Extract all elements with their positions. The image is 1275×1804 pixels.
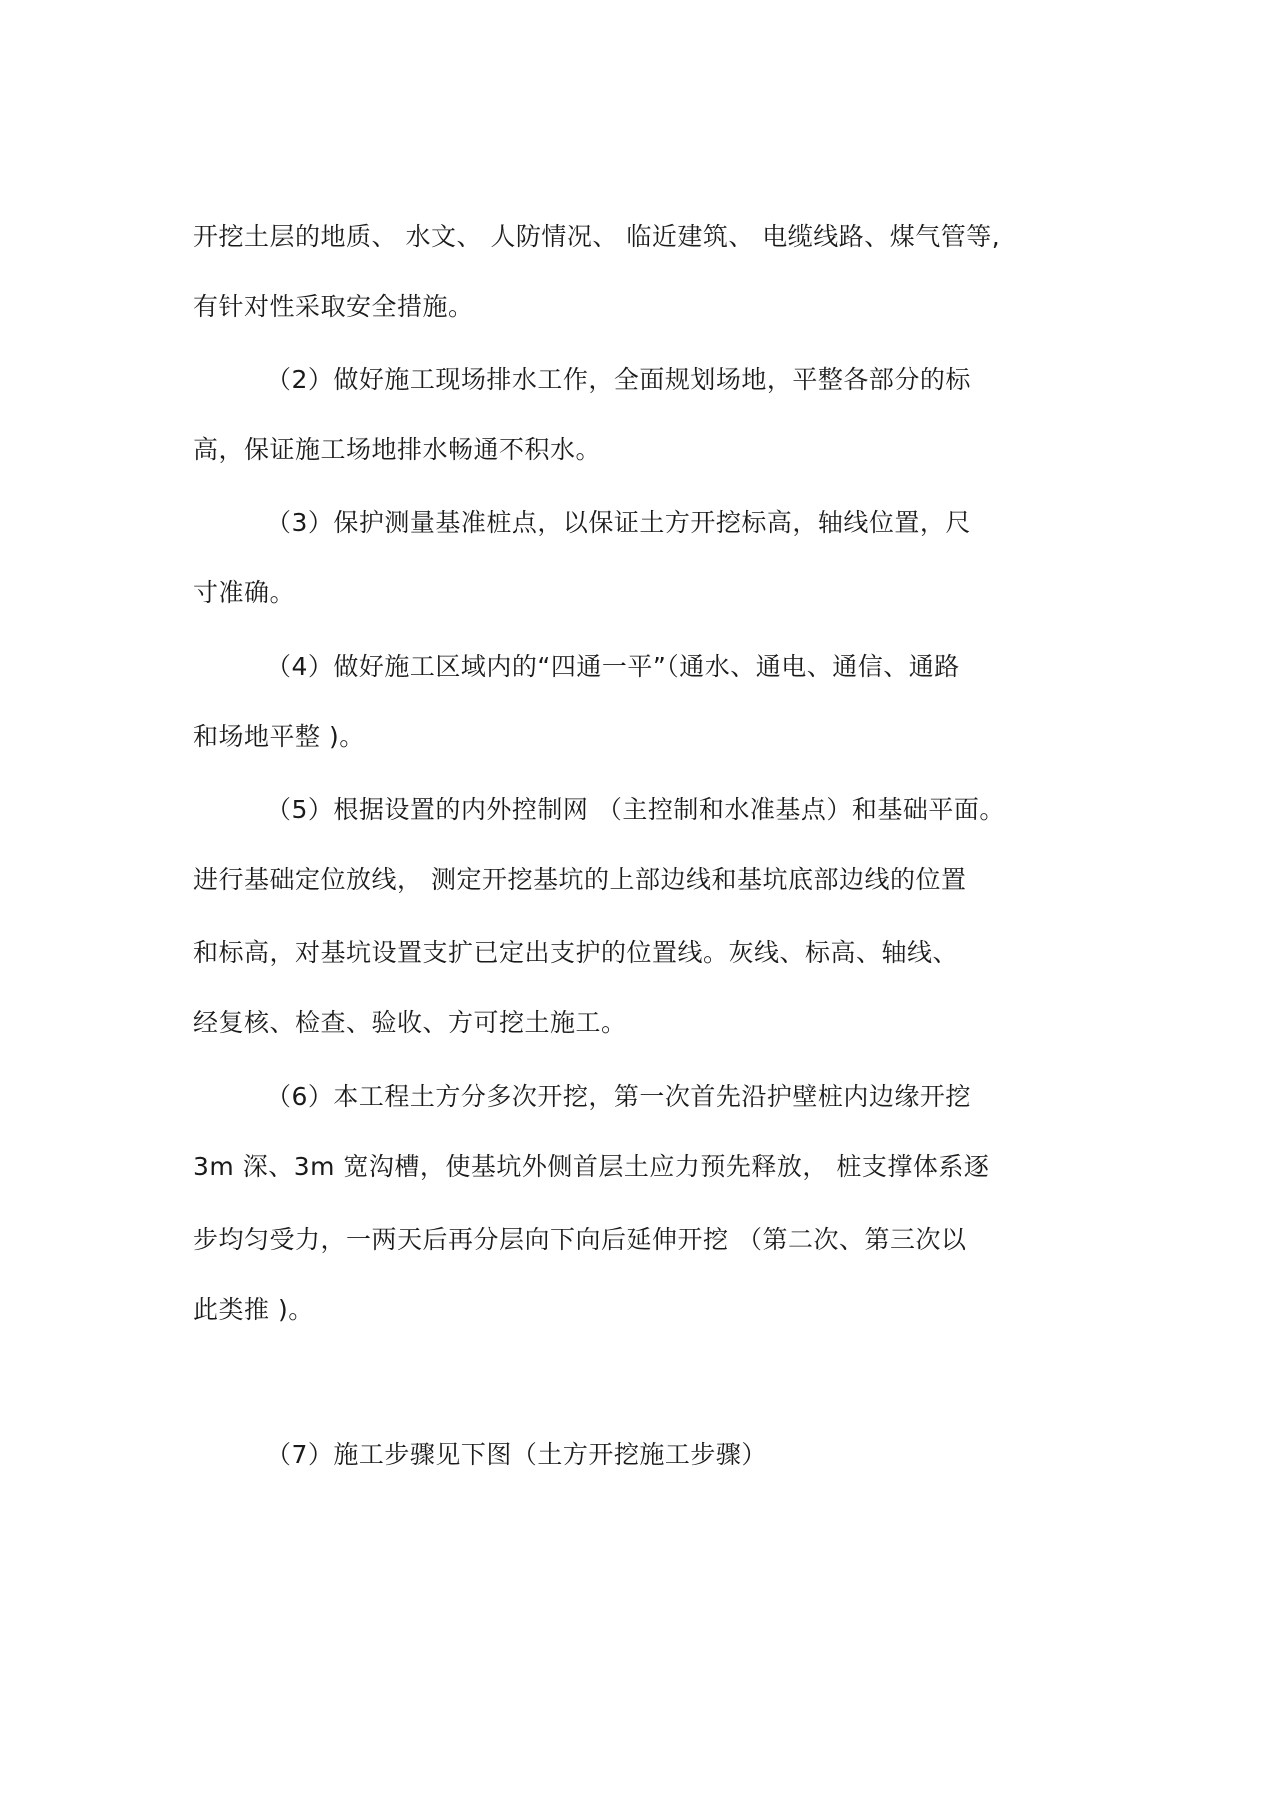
paragraph-4-line: （4）做好施工区域内的“四通一平”（通水、通电、通信、通路 [266, 652, 960, 681]
text-line: 3m 深、3m 宽沟槽，使基坑外侧首层土应力预先释放， 桩支撑体系逐 [193, 1152, 990, 1181]
text-line: 和标高，对基坑设置支扩已定出支护的位置线。灰线、标高、轴线、 [193, 938, 959, 967]
text-line: 高，保证施工场地排水畅通不积水。 [193, 435, 602, 464]
text-line: 步均匀受力，一两天后再分层向下向后延伸开挖 （第二次、第三次以 [193, 1225, 967, 1254]
paragraph-3-line: （3）保护测量基准桩点，以保证土方开挖标高，轴线位置，尺 [266, 508, 971, 537]
text-line: 开挖土层的地质、 水文、 人防情况、 临近建筑、 电缆线路、煤气管等, [193, 222, 1001, 251]
text-line: 进行基础定位放线， 测定开挖基坑的上部边线和基坑底部边线的位置 [193, 865, 967, 894]
text-line: 寸准确。 [193, 578, 296, 607]
text-line: 和场地平整 )。 [193, 722, 365, 751]
text-line: 经复核、检查、验收、方可挖土施工。 [193, 1008, 627, 1037]
paragraph-7-line: （7）施工步骤见下图（土方开挖施工步骤） [266, 1440, 767, 1469]
paragraph-6-line: （6）本工程土方分多次开挖，第一次首先沿护壁桩内边缘开挖 [266, 1082, 971, 1111]
paragraph-5-line: （5）根据设置的内外控制网 （主控制和水准基点）和基础平面。 [266, 795, 1005, 824]
text-line: 有针对性采取安全措施。 [193, 292, 474, 321]
paragraph-2-line: （2）做好施工现场排水工作，全面规划场地，平整各部分的标 [266, 365, 971, 394]
text-line: 此类推 )。 [193, 1295, 314, 1324]
